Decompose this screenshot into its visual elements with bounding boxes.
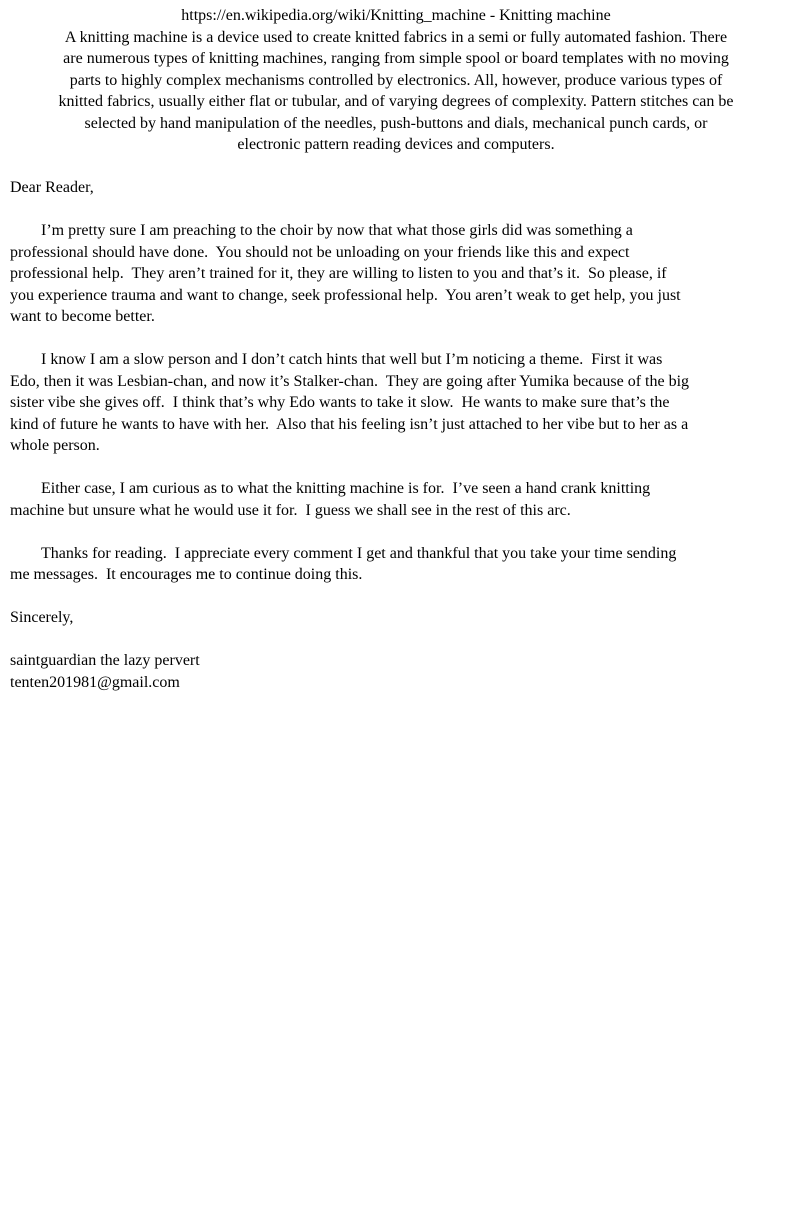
signature-block [10,650,782,693]
letter-paragraph-4: Thanks for reading. I appreciate every comment I get and thankful that you take your time sending me messages. It encourages me to continue doing this. [10,544,677,583]
closing: Sincerely, [10,609,74,626]
letter-paragraph-2: I know I am a slow person and I don’t catch hints that well but I’m noticing a theme. First it was Edo, then it was Lesbian-chan, and now it’s Stalker-chan. They are going after Yumika because of the big sister vibe she gives off. I think that’s why Edo wants to take it slow. He wants to make sure that’s the kind of future he wants to have with her. Also that his feeling isn’t just attached to her vibe but to her as a whole person. [10,351,690,454]
letter-paragraph-3: Either case, I am curious as to what the knitting machine is for. I’ve seen a hand crank knitting machine but unsure what he would use it for. I guess we shall see in the rest of this arc. [10,480,651,519]
signature-name: saintguardian the lazy pervert [10,652,200,669]
source-header: https://en.wikipedia.org/wiki/Knitting_machine - Knitting machine A knitting machine is a device used to create knitted fabrics in a semi or fully automated fashion. There are numerous types of knitting machines, ranging from simple spool or board templates with no moving parts to highly complex mechanisms controlled by electronics. All, however, produce various types of knitted fabrics, usually either flat or tubular, and of varying degrees of complexity. Pattern stitches can be selected by hand manipulation of the needles, push-buttons and dials, mechanical punch cards, or electronic pattern reading devices and computers. [58,7,734,153]
signature-email: tenten201981@gmail.com [10,673,180,691]
salutation: Dear Reader, [10,179,94,196]
letter-paragraph-1: I’m pretty sure I am preaching to the choir by now that what those girls did was something a professional should have done. You should not be unloading on your friends like this and expect professional help. They aren’t trained for it, they are willing to listen to you and that’s it. So please, if you experience trauma and want to change, seek professional help. You aren’t weak to get help, you just want to become better. [10,222,681,325]
